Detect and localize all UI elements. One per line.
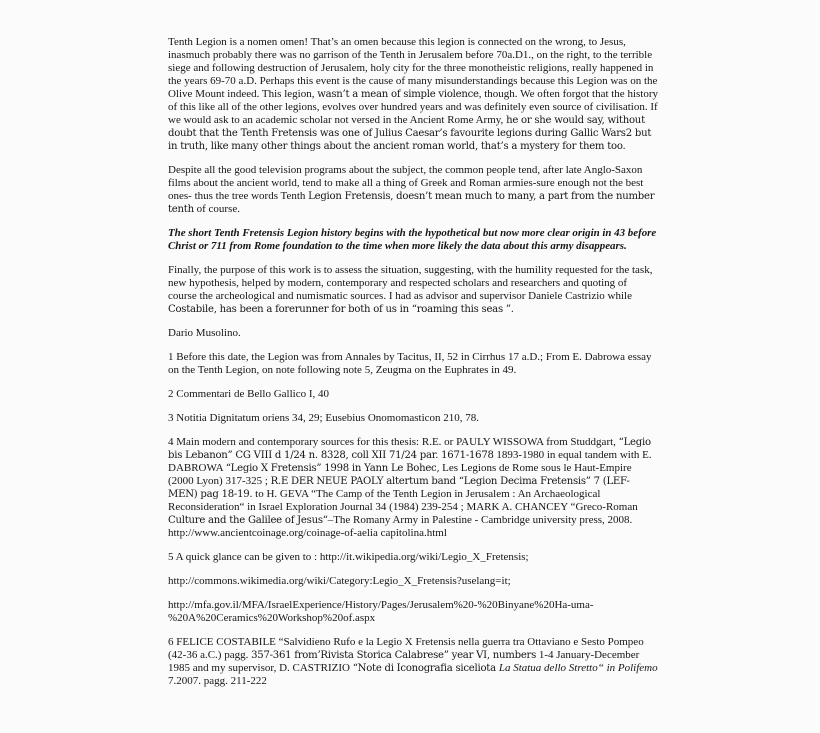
text-run-altfont: R.E DER NEUE PAOLY altertum band “Legion Decima Fretensis” 7 (LEF-MEN) pag 18-19. (168, 476, 630, 500)
text-run: 7.2007. pagg. 211-222 (168, 675, 267, 687)
footnote-5-url-mfa: http://mfa.gov.il/MFA/IsraelExperience/History/Pages/Jerusalem%20-%20Binyane%20Ha-uma-%20A%20Ceramics%20Workshop%20of.aspx (168, 599, 594, 624)
text-run-altfont: he or she would say, without doubt that the Tenth Fretensis was one of Julius Caesar’s favourite legions during Gallic Wars2 but in truth, like many other things about the ancient roman world, that’s a mystery for them too. (168, 115, 652, 152)
footnote-5-url-wikimedia: http://commons.wikimedia.org/wiki/Category:Legio_X_Fretensis?uselang=it; (168, 575, 511, 587)
text-run: –The Romany Army in Palestine - Cambridge university press, 2008. http://www.ancientcoinage.org/coinage-of-aelia capitolina.html (168, 514, 633, 539)
author-signature: Dario Musolino. (168, 327, 241, 339)
text-run: , though. We often forgot that the history of this like all of the other legions, evolves over hundred years and was definitely even source of civilisation. If we would ask to an academic scholar not versed in the Ancient Rome Army, (168, 88, 658, 126)
text-run: Tenth Legion is a nomen omen! That’s an omen because this legion is connected on the wrong, to Jesus, inasmuch probably there was no garrison of the Tenth in Jerusalem before 70a.D1., on the right, to the terrible siege and following destruction of Jerusalem, holy city for the three monotheistic religions, really happened in the years 69-70 a.D. Perhaps this event is the cause of many misunderstandings because this Legion was on the Olive Mount indeed. This legion, (168, 36, 658, 100)
history-lead-paragraph: The short Tenth Fretensis Legion history begins with the hypothetical but now more clear origin in 43 before Christ or 711 from Rome foundation to the time when more likely the data about this army disappears. (168, 227, 657, 252)
intro-paragraph (168, 36, 658, 153)
text-run-altfont: 357-361 from’Rivista Storica Calabrese” year VI, numbers (251, 650, 537, 661)
text-run: Les Legions de Rome sous le Haut-Empire (2000 Lyon) 317-325 ; (168, 462, 632, 487)
text-run: Finally, the purpose of this work is to assess the situation, suggesting, with the humility requested for the task, new hypothesis, helped by modern, contemporary and respected scholars and researchers and quoting of course the archeological and numismatic sources. I had as advisor and supervisor Daniele Castrizio while (168, 264, 653, 302)
footnote-5 (168, 551, 658, 625)
text-run-altfont: “Legio bis Lebanon” CG VIII d 1/24 n. 8328, coll XII 71/24 par. 1671-1678 (168, 437, 651, 461)
text-run: Despite all the good television programs about the subject, the common people tend, after late Anglo-Saxon films about the ancient world, tend to make all a thing of Greek and Roman armies-sure enough not the best ones- thus the tree words Tenth (168, 164, 644, 202)
purpose-paragraph (168, 264, 658, 316)
text-run-italic: La Statua dello Stretto“ in Polifemo (498, 662, 658, 674)
text-run: 6 FELICE COSTABILE “Salvidieno Rufo e la Legio X Fretensis nella guerra tra Ottaviano e Sesto Pompeo (42-36 a.C.) pagg. (168, 636, 644, 661)
text-run: 1-4 January-December 1985 and my supervisor, D. CASTRIZIO (168, 649, 640, 674)
text-column (168, 0, 658, 688)
footnote-6 (168, 636, 658, 688)
text-run-altfont: “Legio X Fretensis” 1998 in Yann Le Bohec, (225, 463, 440, 474)
footnote-1: 1 Before this date, the Legion was from Annales by Tacitus, II, 52 in Cirrhus 17 a.D.; From E. Dabrowa essay on the Tenth Legion, on note following note 5, Zeugma on the Euphrates in 49. (168, 351, 652, 376)
text-run: 4 Main modern and contemporary sources for this thesis: R.E. or PAULY WISSOWA from Studdgart, (168, 436, 619, 448)
text-run-altfont: wasn’t a mean of simple violence (317, 89, 479, 100)
television-paragraph (168, 164, 658, 216)
text-run: 1893-1980 in equal tandem with E. DABROWA (168, 449, 652, 474)
text-run: to H. GEVA “The Camp of the Tenth Legion in Jerusalem : An Archaeological Reconsideration“ in Israel Exploration Journal 34 (1984) 239-254 ; MARK A. CHANCEY “Greco-Roman (168, 488, 638, 513)
footnote-3: 3 Notitia Dignitatum oriens 34, 29; Eusebius Onomomasticon 210, 78. (168, 412, 480, 424)
footnote-4 (168, 436, 658, 540)
footnote-2: 2 Commentari de Bello Gallico I, 40 (168, 388, 329, 400)
footnote-5-line-1: 5 A quick glance can be given to : http://it.wikipedia.org/wiki/Legio_X_Fretensis; (168, 551, 529, 563)
text-run-altfont: Costabile, has been a forerunner for both of us in “roaming this seas ”. (168, 304, 514, 315)
text-run: of course. (193, 203, 240, 215)
text-run-altfont: “Note di Iconografia siceliota (352, 663, 499, 674)
text-run-altfont: Legion Fretensis, doesn’t mean much to many, a part from the number tenth (168, 191, 655, 215)
text-run-altfont: Culture and the Galilee of Jesus“ (168, 515, 328, 526)
